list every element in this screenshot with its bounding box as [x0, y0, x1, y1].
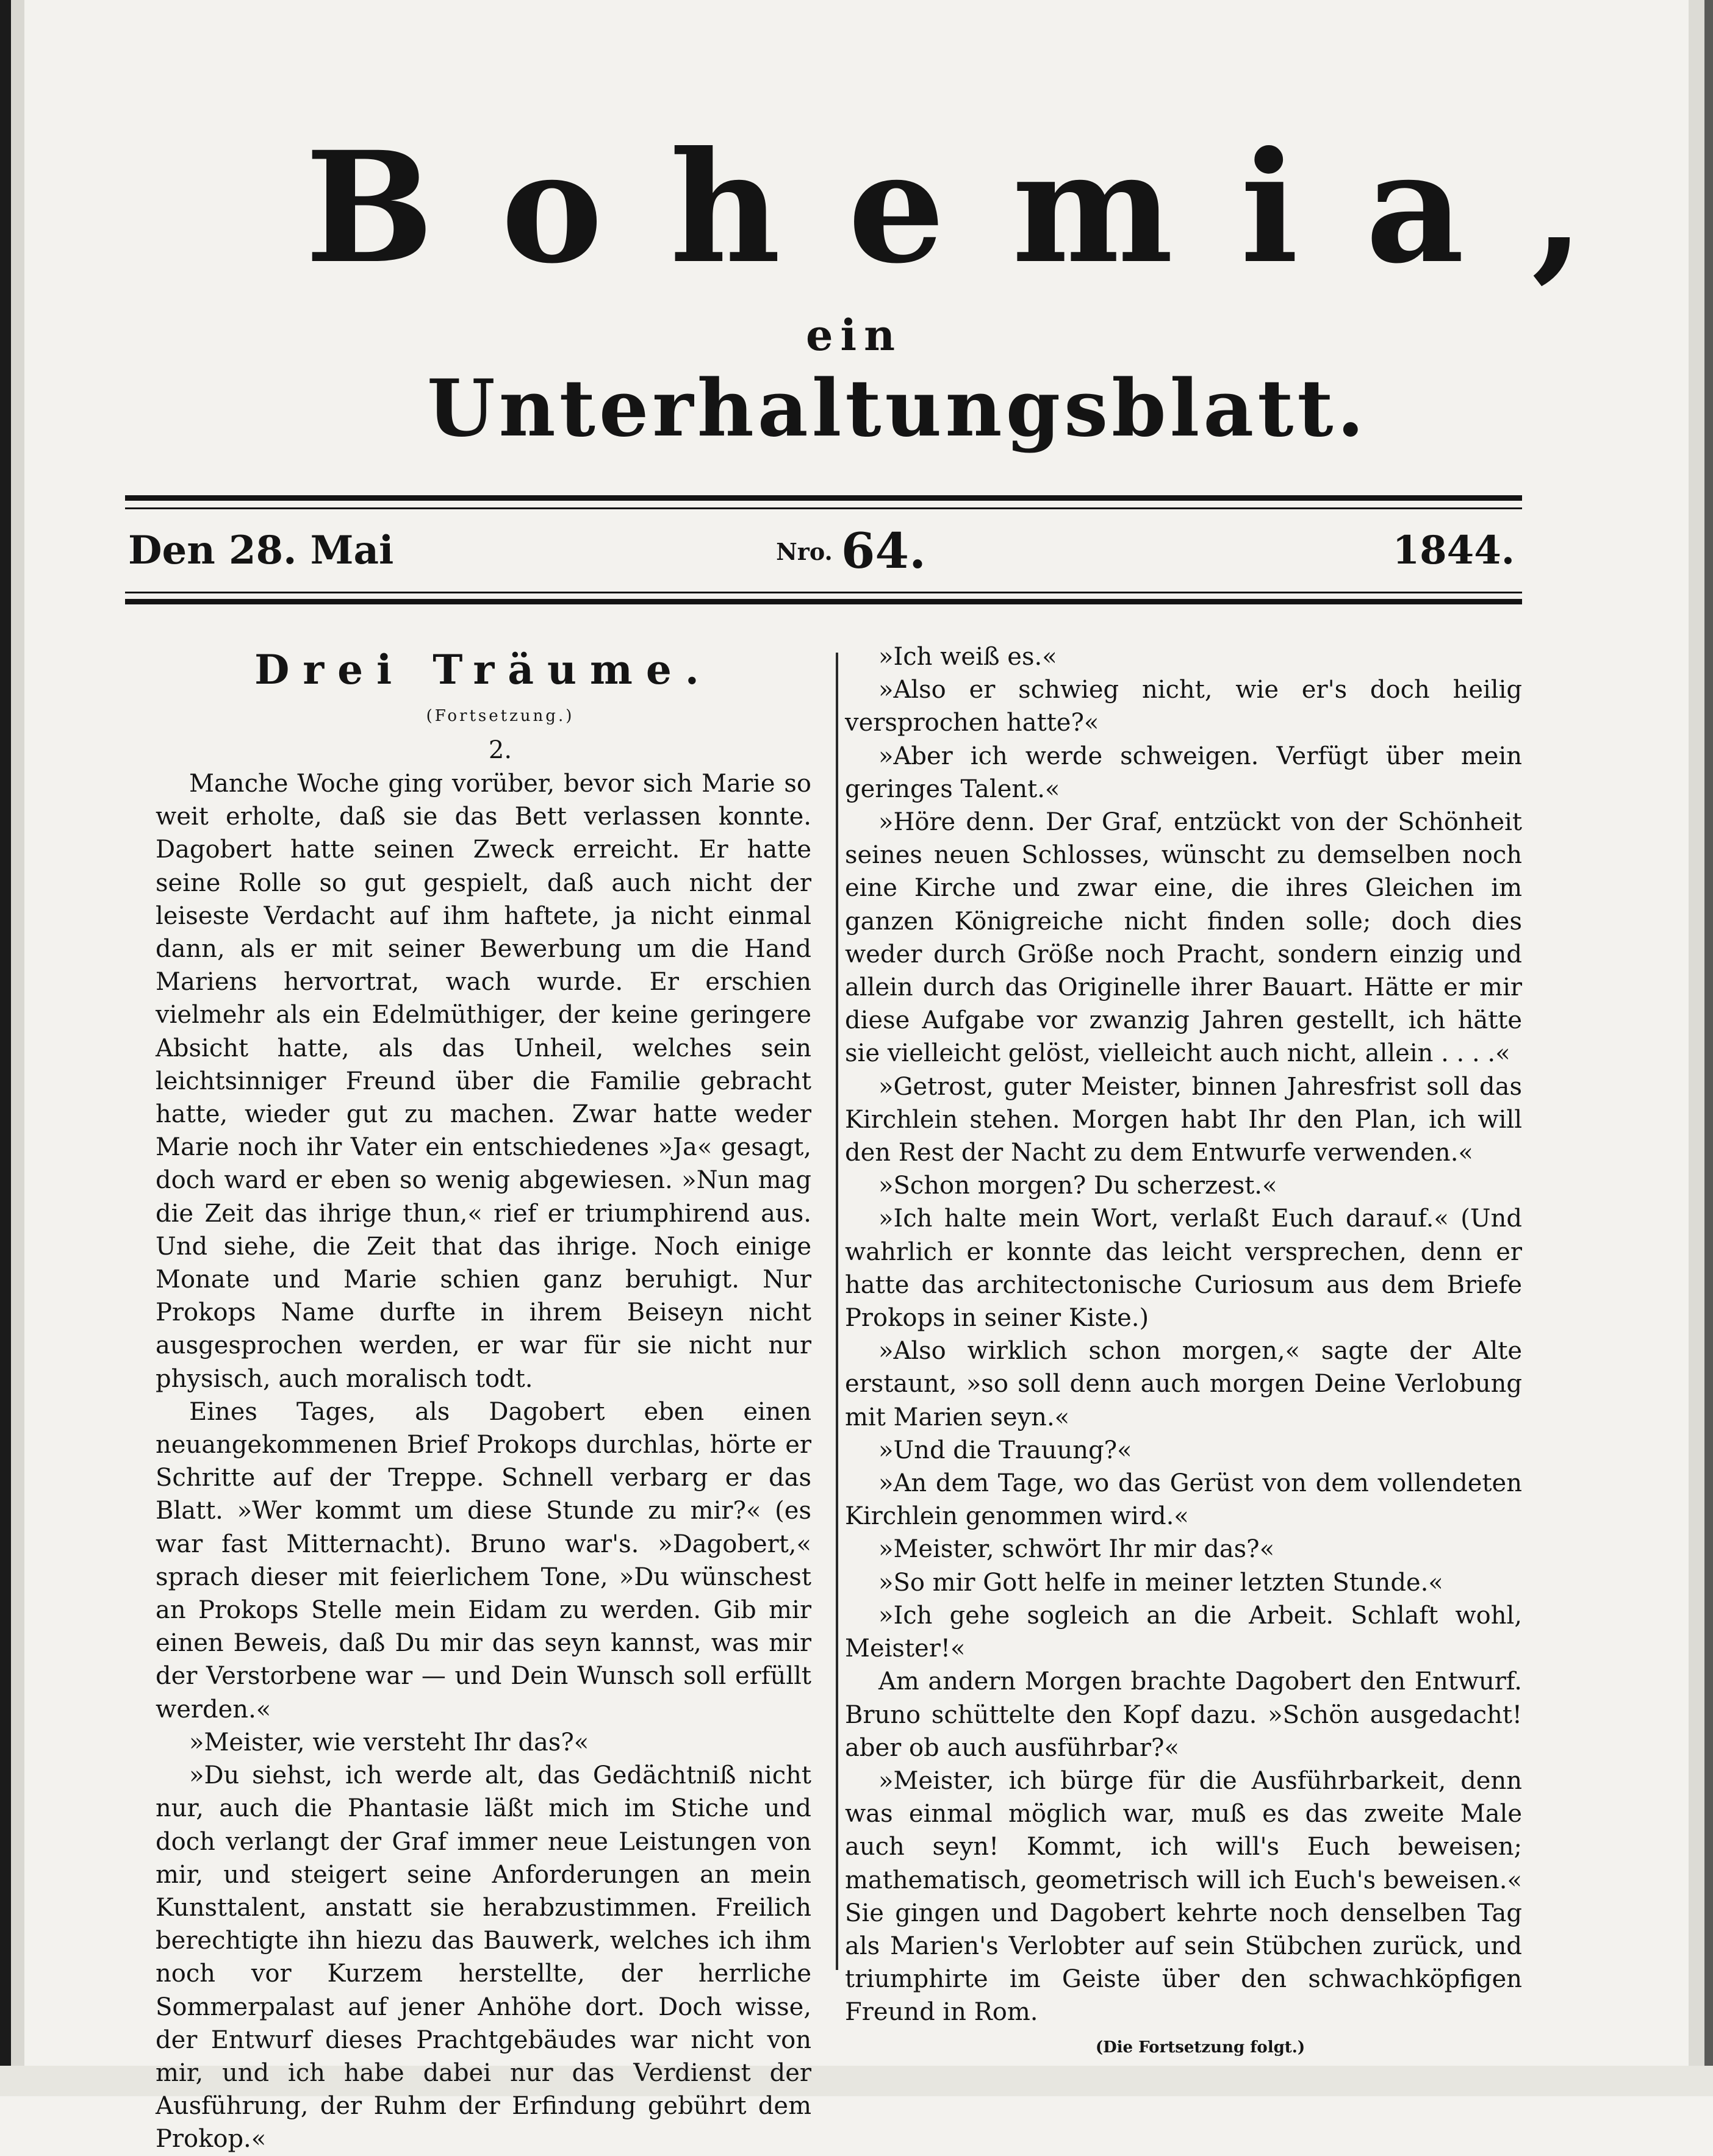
paragraph: »Meister, ich bürge für die Ausführbarkeit, denn was einmal möglich war, muß es das zweite Male auch seyn! Kommt, ich will's Euch beweisen; mathematisch, geometrisch will ich Euch's beweisen.« Sie gingen und Dagobert kehrte noch denselben Tag als Marien's Verlobter auf sein Stübchen zurück, und triumphirte im Geiste über den schwachköpfigen Freund in Rom. — [845, 1766, 1522, 2027]
issue-number — [729, 523, 973, 582]
paragraph: »So mir Gott helfe in meiner letzten Stunde.« — [878, 1568, 1443, 1597]
paragraph: »Ich weiß es.« — [878, 643, 1057, 671]
issue-number-prefix: Nro. — [776, 538, 833, 565]
paragraph: Am andern Morgen brachte Dagobert den Entwurf. Bruno schüttelte den Kopf dazu. »Schön ausgedacht! aber ob auch ausführbar?« — [845, 1667, 1522, 1762]
column-right — [845, 640, 1522, 2066]
top-rule-thick — [125, 495, 1522, 501]
scan-border-right — [1704, 0, 1713, 2096]
bottom-rule-thin — [125, 592, 1522, 593]
paragraph: Manche Woche ging vorüber, bevor sich Marie so weit erholte, daß sie das Bett verlassen konnte. Dagobert hatte seinen Zweck erreicht. Er hatte seine Rolle so gut gespielt, daß auch nicht der leiseste Verdacht auf ihm haftete, ja nicht einmal dann, als er mit seiner Bewerbung um die Hand Mariens hervortrat, wach wurde. Er erschien vielmehr als ein Edelmüthiger, der keine geringere Absicht hatte, als das Unheil, welches sein leichtsinniger Freund über die Familie gebracht hatte, wieder gut zu machen. Zwar hatte weder Marie noch ihr Vater ein entschiedenes »Ja« gesagt, doch ward er eben so wenig abgewiesen. »Nun mag die Zeit das ihrige thun,« rief er triumphirend aus. Und siehe, die Zeit that das ihrige. Noch einige Monate und Marie schien ganz beruhigt. Nur Prokops Name durfte in ihrem Beiseyn nicht ausgesprochen werden, er war für sie nicht nur physisch, auch moralisch todt. — [156, 770, 811, 1393]
paragraph: »Ich halte mein Wort, verlaßt Euch darauf.« (Und wahrlich er konnte das leicht versprechen, denn er hatte das architectonische Curiosum aus dem Briefe Prokops in seiner Kiste.) — [845, 1205, 1522, 1333]
article-continuation: (Fortsetzung.) — [426, 707, 575, 725]
issue-year: 1844. — [1392, 528, 1515, 573]
bottom-rule-thick — [125, 599, 1522, 604]
masthead-ein: ein — [805, 310, 903, 360]
column-left — [156, 640, 811, 2156]
paragraph: »Meister, schwört Ihr mir das?« — [878, 1535, 1275, 1564]
paragraph: »Meister, wie versteht Ihr das?« — [189, 1728, 589, 1757]
scan-border-left — [0, 0, 11, 2096]
top-rule-thin — [125, 507, 1522, 509]
issue-date: Den 28. Mai — [128, 528, 394, 573]
paragraph: »Aber ich werde schweigen. Verfügt über mein geringes Talent.« — [845, 742, 1522, 803]
paragraph: »Also er schwieg nicht, wie er's doch heilig versprochen hatte?« — [845, 676, 1522, 737]
masthead-subtitle: Unterhaltungsblatt. — [427, 363, 1368, 454]
masthead-title: Bohemia, — [305, 118, 1652, 297]
paragraph: Eines Tages, als Dagobert eben einen neuangekommenen Brief Prokops durchlas, hörte er Schritte auf der Treppe. Schnell verbarg er das Blatt. »Wer kommt um diese Stunde zu mir?« (es war fast Mitternacht). Bruno war's. »Dagobert,« sprach dieser mit feierlichem Tone, »Du wünschest an Prokops Stelle mein Eidam zu werden. Gib mir einen Beweis, daß Du mir das seyn kannst, was mir der Verstorbene war — und Dein Wunsch soll erfüllt werden.« — [156, 1397, 811, 1724]
paragraph: »An dem Tage, wo das Gerüst von dem vollendeten Kirchlein genommen wird.« — [845, 1469, 1522, 1531]
article-title: Drei Träume. — [254, 646, 713, 693]
continuation-note: (Die Fortsetzung folgt.) — [1095, 2038, 1305, 2057]
paragraph: »Und die Trauung?« — [878, 1436, 1132, 1464]
paragraph: »Ich gehe sogleich an die Arbeit. Schlaft wohl, Meister!« — [845, 1601, 1522, 1663]
paragraph: »Schon morgen? Du scherzest.« — [878, 1172, 1277, 1200]
column-divider — [836, 653, 838, 1970]
paragraph: »Du siehst, ich werde alt, das Gedächtniß nicht nur, auch die Phantasie läßt mich im Stiche und doch verlangt der Graf immer neue Leistungen von mir, und steigert seine Anforderungen an mein Kunsttalent, anstatt sie herabzustimmen. Freilich berechtigte ihn hiezu das Bauwerk, welches ich ihm noch vor Kurzem herstellte, der herrliche Sommerpalast auf jener Anhöhe dort. Doch wisse, der Entwurf dieses Prachtgebäudes war nicht von mir, und ich habe dabei nur das Verdienst der Ausführung, der Ruhm der Erfindung gebührt dem Prokop.« — [156, 1761, 811, 2154]
paragraph: »Höre denn. Der Graf, entzückt von der Schönheit seines neuen Schlosses, wünscht zu demselben noch eine Kirche und zwar eine, die ihres Gleichen im ganzen Königreiche nicht finden solle; doch dies weder durch Größe noch Pracht, sondern einzig und allein durch das Originelle ihrer Bauart. Hätte er mir diese Aufgabe vor zwanzig Jahren gestellt, ich hätte sie vielleicht gelöst, vielleicht auch nicht, allein . . . .« — [845, 808, 1522, 1068]
paragraph: »Also wirklich schon morgen,« sagte der Alte erstaunt, »so soll denn auch morgen Deine Verlobung mit Marien seyn.« — [845, 1337, 1522, 1431]
paragraph: »Getrost, guter Meister, binnen Jahresfrist soll das Kirchlein stehen. Morgen habt Ihr den Plan, ich will den Rest der Nacht zu dem Entwurfe verwenden.« — [845, 1072, 1522, 1167]
issue-number-value: 64. — [841, 522, 926, 579]
article-part-number: 2. — [488, 736, 512, 764]
scan-border-right-margin — [1689, 0, 1704, 2096]
scan-border-left-margin — [11, 0, 24, 2096]
